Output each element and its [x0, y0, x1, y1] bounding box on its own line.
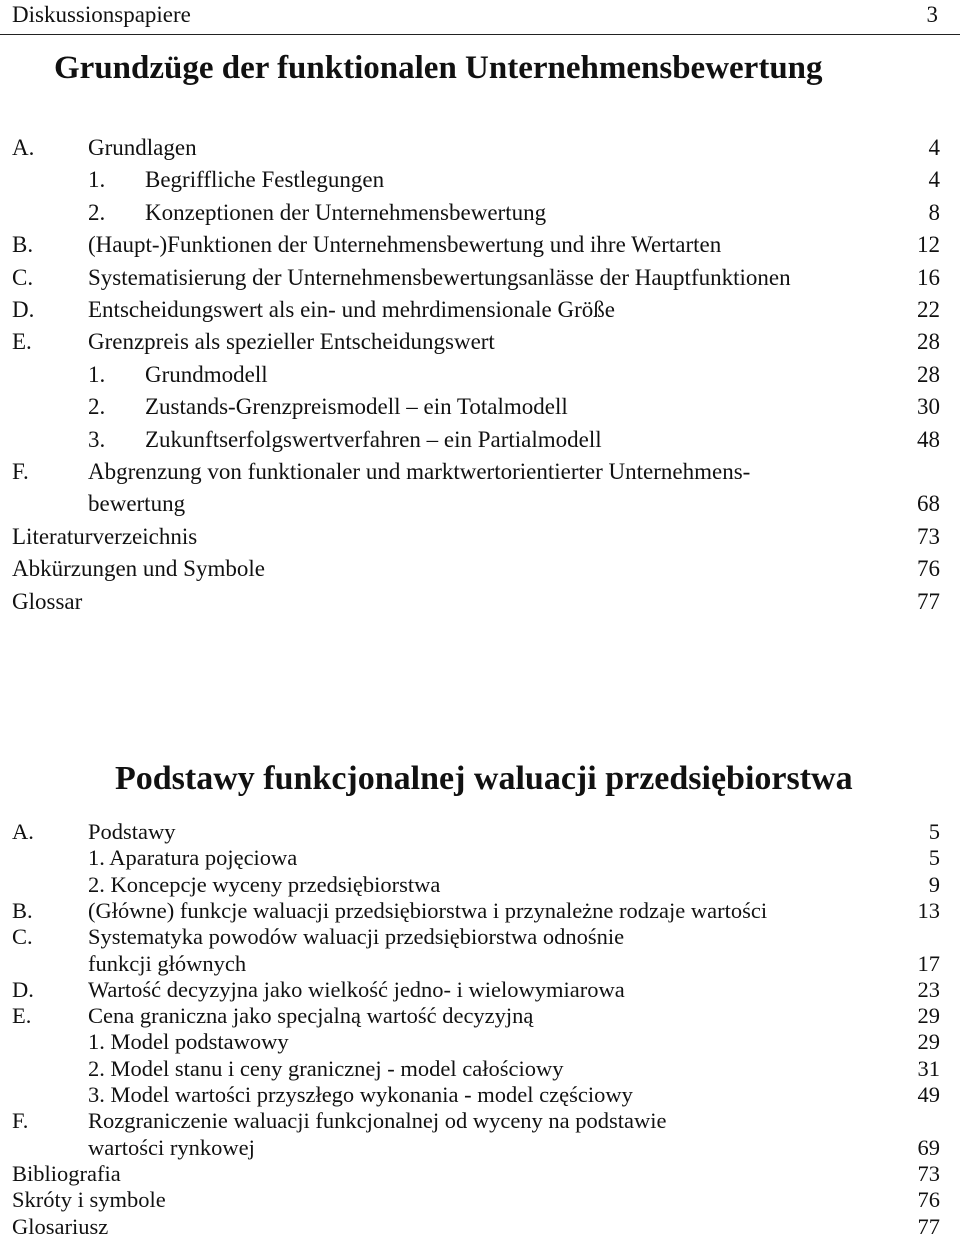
- toc-entry: [0, 197, 960, 229]
- toc-entry-text: bewertung: [88, 491, 186, 517]
- toc-entry-label: E.: [12, 1003, 32, 1029]
- toc-entry-label: B.: [12, 897, 33, 923]
- toc-entry-text: Abkürzungen und Symbole: [12, 556, 265, 582]
- toc-entry: [0, 488, 960, 520]
- toc-entry-page: 5: [928, 819, 940, 844]
- toc-entry-page: 28: [917, 329, 940, 355]
- toc-entry-text: 2. Koncepcje wyceny przedsiębiorstwa: [88, 871, 441, 897]
- toc-entry-text: Systematisierung der Unternehmensbewertungsanlässe der Hauptfunktionen: [88, 264, 791, 290]
- toc-entry: [0, 1001, 960, 1027]
- toc-entry: [0, 326, 960, 358]
- toc-entry-text: Literaturverzeichnis: [12, 523, 198, 549]
- header-page-number: 3: [926, 2, 938, 27]
- toc-entry-text: Zukunftserfolgswertverfahren – ein Partialmodell: [145, 426, 602, 452]
- toc-entry-label: 2.: [88, 394, 106, 420]
- toc-entry: [0, 521, 960, 553]
- toc-entry: [0, 1212, 960, 1238]
- toc-entry-page: 29: [917, 1029, 940, 1055]
- toc-entry-text: 2. Model stanu i ceny granicznej - model całościowy: [88, 1055, 564, 1081]
- toc-entry-page: 9: [928, 871, 940, 897]
- toc-entry-page: 49: [917, 1082, 940, 1107]
- toc-entry-page: 29: [917, 1003, 940, 1029]
- toc-entry-page: 68: [917, 491, 940, 517]
- toc-entry: [0, 229, 960, 261]
- toc-entry-label: F.: [12, 459, 29, 484]
- toc-entry: [0, 262, 960, 294]
- toc-entry: [0, 1133, 960, 1159]
- toc-entry-label: A.: [12, 135, 35, 160]
- toc-entry-text: Cena graniczna jako specjalną wartość decyzyjną: [88, 1003, 534, 1029]
- toc-entry: [0, 1106, 960, 1132]
- toc-entry-page: 22: [917, 297, 940, 322]
- toc-entry-label: 1.: [88, 361, 106, 387]
- toc-entry-page: 76: [917, 556, 940, 582]
- german-title: Grundzüge der funktionalen Unternehmensbewertung: [54, 50, 823, 86]
- toc-entry: [0, 294, 960, 326]
- toc-entry-text: Rozgraniczenie waluacji funkcjonalnej od wyceny na podstawie: [88, 1108, 667, 1134]
- toc-entry-label: D.: [12, 976, 34, 1002]
- polish-title: Podstawy funkcjonalnej waluacji przedsiębiorstwa: [115, 760, 853, 797]
- toc-entry-text: Grundmodell: [145, 361, 268, 387]
- toc-entry: [0, 456, 960, 488]
- toc-entry-label: B.: [12, 232, 34, 258]
- toc-entry: [0, 1080, 960, 1106]
- toc-entry: [0, 949, 960, 975]
- toc-entry-page: 17: [917, 950, 940, 976]
- toc-entry-label: 2.: [88, 199, 106, 225]
- toc-entry-text: 1. Aparatura pojęciowa: [88, 845, 298, 871]
- toc-entry-page: 69: [917, 1134, 940, 1160]
- toc-entry-page: 31: [917, 1055, 940, 1081]
- toc-entry-page: 4: [928, 135, 940, 160]
- toc-entry-page: 77: [917, 588, 940, 614]
- toc-entry-text: Zustands-Grenzpreismodell – ein Totalmodell: [145, 394, 568, 420]
- toc-entry-text: Grenzpreis als spezieller Entscheidungswert: [88, 329, 495, 355]
- toc-entry: [0, 586, 960, 618]
- toc-entry: [0, 843, 960, 869]
- toc-entry-page: 76: [917, 1187, 940, 1213]
- toc-entry: [0, 164, 960, 196]
- toc-entry-text: Glossar: [12, 588, 83, 614]
- toc-entry-text: (Haupt-)Funktionen der Unternehmensbewertung und ihre Wertarten: [88, 232, 722, 258]
- toc-entry: [0, 391, 960, 423]
- toc-entry-text: Wartość decyzyjna jako wielkość jedno- i wielowymiarowa: [88, 976, 625, 1002]
- toc-entry-text: Abgrenzung von funktionaler und marktwertorientierter Unternehmens-: [88, 459, 751, 484]
- toc-entry-label: D.: [12, 297, 35, 322]
- toc-entry-text: Entscheidungswert als ein- und mehrdimensionale Größe: [88, 297, 615, 322]
- toc-entry: [0, 817, 960, 843]
- toc-entry-page: 28: [917, 361, 940, 387]
- toc-entry-text: Konzeptionen der Unternehmensbewertung: [145, 199, 547, 225]
- toc-entry-label: F.: [12, 1108, 29, 1134]
- toc-entry: [0, 1054, 960, 1080]
- toc-entry-page: 13: [917, 897, 940, 923]
- toc-entry-page: 23: [917, 976, 940, 1002]
- toc-entry-text: (Główne) funkcje waluacji przedsiębiorstwa i przynależne rodzaje wartości: [88, 897, 768, 923]
- page-header: [0, 0, 960, 36]
- toc-entry: [0, 1159, 960, 1185]
- toc-entry-text: funkcji głównych: [88, 950, 247, 976]
- toc-entry-page: 30: [917, 394, 940, 420]
- toc-entry: [0, 975, 960, 1001]
- toc-entry-page: 73: [917, 1160, 940, 1186]
- toc-entry-text: 1. Model podstawowy: [88, 1029, 289, 1055]
- toc-entry-label: C.: [12, 264, 34, 290]
- toc-entry-text: Glosariusz: [12, 1213, 109, 1239]
- toc-entry-page: 77: [917, 1213, 940, 1239]
- toc-entry: [0, 1027, 960, 1053]
- toc-entry-page: 16: [917, 264, 940, 290]
- toc-entry-text: Bibliografia: [12, 1160, 121, 1186]
- toc-entry: [0, 922, 960, 948]
- toc-entry: [0, 424, 960, 456]
- toc-entry-label: 3.: [88, 426, 106, 452]
- toc-entry-label: E.: [12, 329, 32, 355]
- toc-entry-text: Systematyka powodów waluacji przedsiębiorstwa odnośnie: [88, 924, 625, 950]
- toc-entry-page: 12: [917, 232, 940, 258]
- toc-entry: [0, 553, 960, 585]
- toc-entry-text: 3. Model wartości przyszłego wykonania - model częściowy: [88, 1082, 633, 1107]
- toc-entry-page: 8: [928, 199, 940, 225]
- toc-entry-page: 48: [917, 426, 940, 452]
- toc-entry-text: Skróty i symbole: [12, 1187, 166, 1213]
- toc-entry: [0, 132, 960, 164]
- toc-entry: [0, 896, 960, 922]
- toc-entry-page: 73: [917, 523, 940, 549]
- toc-entry-label: 1.: [88, 167, 106, 193]
- toc-entry: [0, 1185, 960, 1211]
- toc-entry-page: 4: [928, 167, 940, 193]
- toc-entry: [0, 870, 960, 896]
- toc-entry-text: Grundlagen: [88, 135, 197, 160]
- toc-entry-text: Podstawy: [88, 819, 176, 844]
- toc-entry-label: C.: [12, 924, 33, 950]
- toc-entry-label: A.: [12, 819, 34, 844]
- header-series-title: Diskussionspapiere: [12, 2, 191, 27]
- header-rule: [0, 34, 960, 35]
- toc-entry: [0, 359, 960, 391]
- toc-entry-page: 5: [928, 845, 940, 871]
- toc-entry-text: wartości rynkowej: [88, 1134, 255, 1160]
- toc-entry-text: Begriffliche Festlegungen: [145, 167, 385, 193]
